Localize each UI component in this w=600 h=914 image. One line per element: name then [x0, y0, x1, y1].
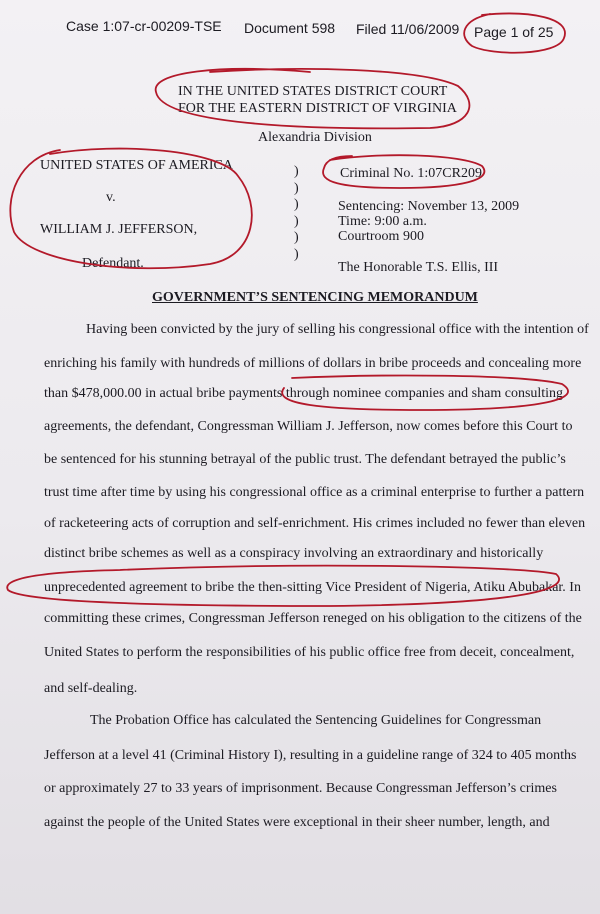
criminal-number: Criminal No. 1:07CR209	[340, 166, 482, 181]
body-line: enriching his family with hundreds of millions of dollars in bribe proceeds and concealing more	[44, 356, 582, 371]
court-name-line2: FOR THE EASTERN DISTRICT OF VIRGINIA	[178, 101, 457, 116]
page-count: Page 1 of 25	[474, 24, 554, 40]
body-line: be sentenced for his stunning betrayal of the public trust. The defendant betrayed the public’s	[44, 452, 566, 467]
body-line: Having been convicted by the jury of selling his congressional office with the intention of	[86, 322, 589, 337]
body-line: than $478,000.00 in actual bribe payments through nominee companies and sham consulting	[44, 386, 564, 401]
defendant-name: WILLIAM J. JEFFERSON,	[40, 222, 198, 237]
body-line: agreements, the defendant, Congressman William J. Jefferson, now comes before this Court to	[44, 419, 573, 434]
versus-label: v.	[106, 190, 116, 205]
body-line: United States to perform the responsibilities of his public office free from deceit, concealment,	[44, 645, 575, 660]
court-name-line1: IN THE UNITED STATES DISTRICT COURT	[178, 84, 448, 99]
body-line: or approximately 27 to 33 years of imprisonment. Because Congressman Jefferson’s crimes	[44, 781, 557, 796]
body-line: unprecedented agreement to bribe the then-sitting Vice President of Nigeria, Atiku Abubakar. In	[44, 580, 581, 595]
body-line: Jefferson at a level 41 (Criminal History I), resulting in a guideline range of 324 to 405 months	[44, 748, 577, 763]
body-line: The Probation Office has calculated the Sentencing Guidelines for Congressman	[90, 713, 542, 728]
sentencing-date: Sentencing: November 13, 2009	[338, 199, 520, 214]
case-number: Case 1:07-cr-00209-TSE	[66, 18, 222, 34]
court-division: Alexandria Division	[258, 130, 372, 145]
filed-date: Filed 11/06/2009	[356, 21, 460, 37]
body-line: of racketeering acts of corruption and self-enrichment. His crimes included no fewer than eleven	[44, 516, 586, 531]
caption-divider: ) ) ) ) ) )	[294, 164, 299, 262]
body-line: against the people of the United States were exceptional in their sheer number, length, and	[44, 815, 550, 830]
hearing-time: Time: 9:00 a.m.	[338, 214, 427, 229]
presiding-judge: The Honorable T.S. Ellis, III	[338, 260, 499, 275]
document-number: Document 598	[244, 20, 336, 36]
memorandum-title: GOVERNMENT’S SENTENCING MEMORANDUM	[152, 290, 478, 305]
courtroom: Courtroom 900	[338, 229, 424, 244]
body-line: distinct bribe schemes as well as a conspiracy involving an extraordinary and historically	[44, 546, 544, 561]
court-filing-header	[66, 18, 590, 40]
body-line: trust time after time by using his congressional office as a criminal enterprise to further a pattern	[44, 485, 585, 500]
body-line: committing these crimes, Congressman Jefferson reneged on his obligation to the citizens of the	[44, 611, 582, 626]
defendant-role: Defendant.	[82, 256, 144, 271]
plaintiff-name: UNITED STATES OF AMERICA	[40, 158, 233, 173]
body-line: and self-dealing.	[44, 681, 138, 696]
